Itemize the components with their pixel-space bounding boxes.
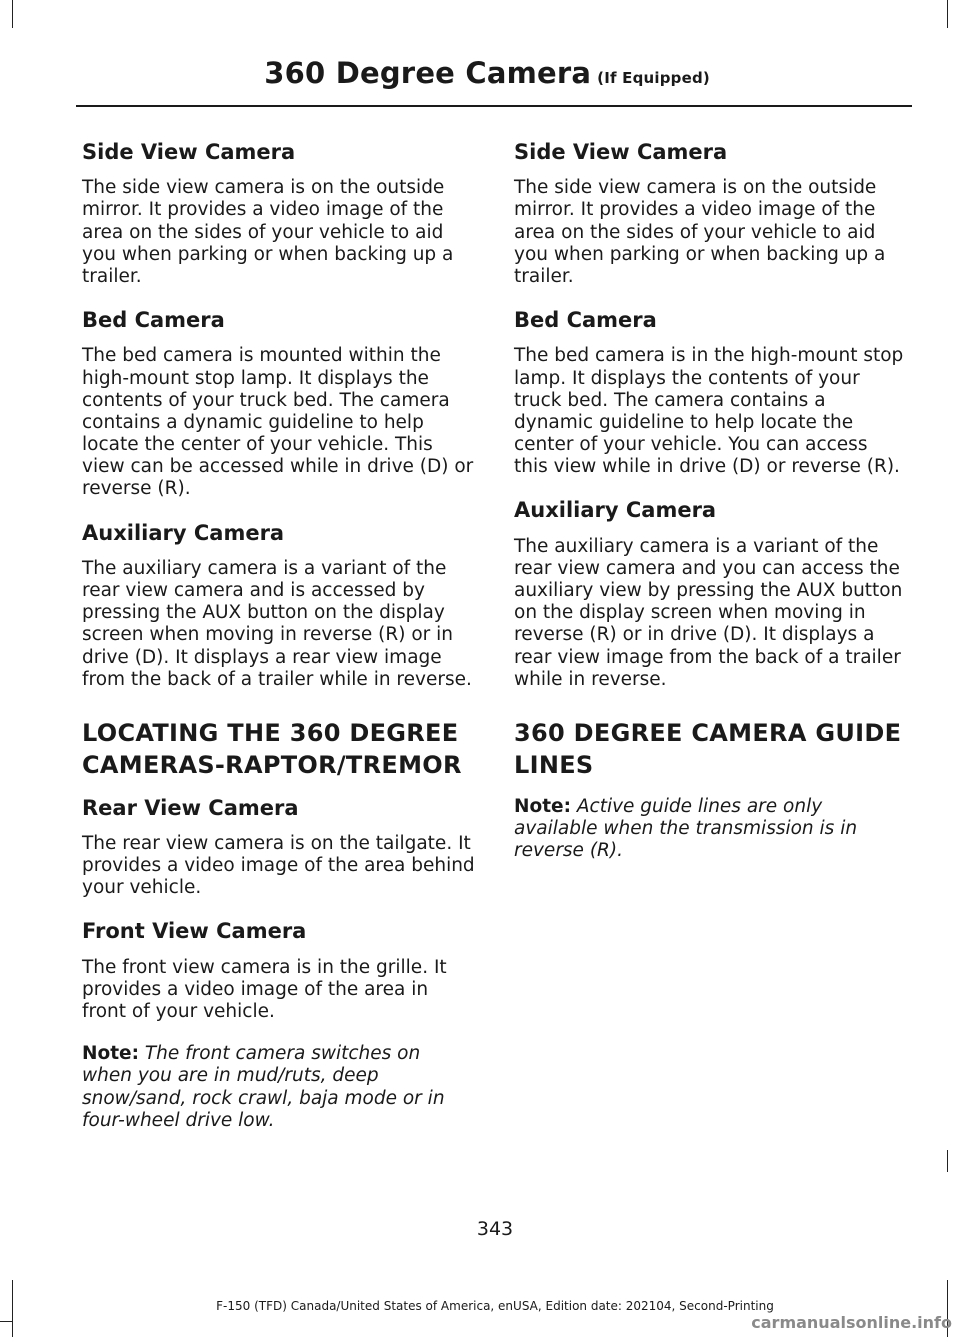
page-header-title bbox=[264, 56, 710, 90]
header-title-text: 360 Degree Camera bbox=[264, 56, 592, 90]
rear-view-heading: Rear View Camera bbox=[82, 795, 299, 820]
guide-lines-heading bbox=[514, 717, 907, 782]
right-auxiliary-body: The auxiliary camera is a variant of the rear view camera and you can access the auxiliary view by pressing the AUX button on the display screen when moving in reverse (R) or in drive (D). It displays a rear view image from the back of a trailer while in reverse. bbox=[514, 535, 903, 690]
right-bed-camera-body: The bed camera is in the high-mount stop lamp. It displays the contents of your truck bed. The camera contains a dynamic guideline to help locate the center of your vehicle. You can access this view while in drive (D) or reverse (R). bbox=[514, 345, 904, 478]
rear-view-body: The rear view camera is on the tailgate. It provides a video image of the area behind your vehicle. bbox=[82, 832, 475, 899]
guide-lines-heading-line2: LINES bbox=[514, 751, 594, 780]
left-auxiliary-heading: Auxiliary Camera bbox=[82, 520, 285, 545]
locating-heading-line2: CAMERAS-RAPTOR/TREMOR bbox=[82, 751, 462, 780]
locating-cameras-heading bbox=[82, 717, 475, 782]
right-column bbox=[514, 140, 907, 882]
locating-heading-line1: LOCATING THE 360 DEGREE bbox=[82, 718, 459, 747]
header-subtitle: (If Equipped) bbox=[597, 69, 710, 87]
note-text: Active guide lines are only available when the transmission is in reverse (R). bbox=[514, 795, 858, 862]
crop-mark-top-right bbox=[947, 0, 948, 28]
left-column bbox=[82, 140, 475, 1152]
left-auxiliary-body: The auxiliary camera is a variant of the rear view camera and is accessed by pressing the AUX button on the display screen when moving in reverse (R) or in drive (D). It displays a rear view image from the back of a trailer while in reverse. bbox=[82, 557, 472, 690]
crop-mark-bottom-left-h bbox=[0, 1321, 12, 1322]
crop-mark-mid-right bbox=[947, 1150, 948, 1172]
guide-lines-heading-line1: 360 DEGREE CAMERA GUIDE bbox=[514, 718, 902, 747]
right-auxiliary-heading: Auxiliary Camera bbox=[514, 498, 717, 523]
crop-mark-top-left bbox=[12, 0, 13, 28]
front-camera-note bbox=[82, 1043, 475, 1132]
guide-lines-note bbox=[514, 796, 907, 863]
watermark: carmanualsonline.info bbox=[751, 1313, 952, 1332]
right-side-view-heading: Side View Camera bbox=[514, 140, 728, 164]
right-bed-camera-heading: Bed Camera bbox=[514, 308, 657, 333]
front-view-body: The front view camera is in the grille. It provides a video image of the area in front of your vehicle. bbox=[82, 956, 447, 1023]
page-number: 343 bbox=[476, 1218, 514, 1240]
front-view-heading: Front View Camera bbox=[82, 919, 307, 944]
note-label: Note: bbox=[82, 1043, 139, 1065]
note-text: The front camera switches on when you are in mud/ruts, deep snow/sand, rock crawl, baja mode or in four-wheel drive low. bbox=[82, 1043, 445, 1131]
left-side-view-heading: Side View Camera bbox=[82, 140, 296, 164]
edition-info: F-150 (TFD) Canada/United States of America, enUSA, Edition date: 202104, Second-Printing bbox=[216, 1299, 774, 1313]
note-label: Note: bbox=[514, 795, 571, 817]
left-bed-camera-body: The bed camera is mounted within the high-mount stop lamp. It displays the contents of your truck bed. The camera contains a dynamic guideline to help locate the center of your vehicle. This view can be accessed while in drive (D) or reverse (R). bbox=[82, 345, 474, 500]
right-side-view-body: The side view camera is on the outside mirror. It provides a video image of the area on the sides of your vehicle to aid you when parking or when backing up a trailer. bbox=[514, 177, 886, 287]
left-side-view-body: The side view camera is on the outside mirror. It provides a video image of the area on the sides of your vehicle to aid you when parking or when backing up a trailer. bbox=[82, 177, 454, 287]
header-divider bbox=[76, 105, 912, 107]
left-bed-camera-heading: Bed Camera bbox=[82, 308, 225, 333]
